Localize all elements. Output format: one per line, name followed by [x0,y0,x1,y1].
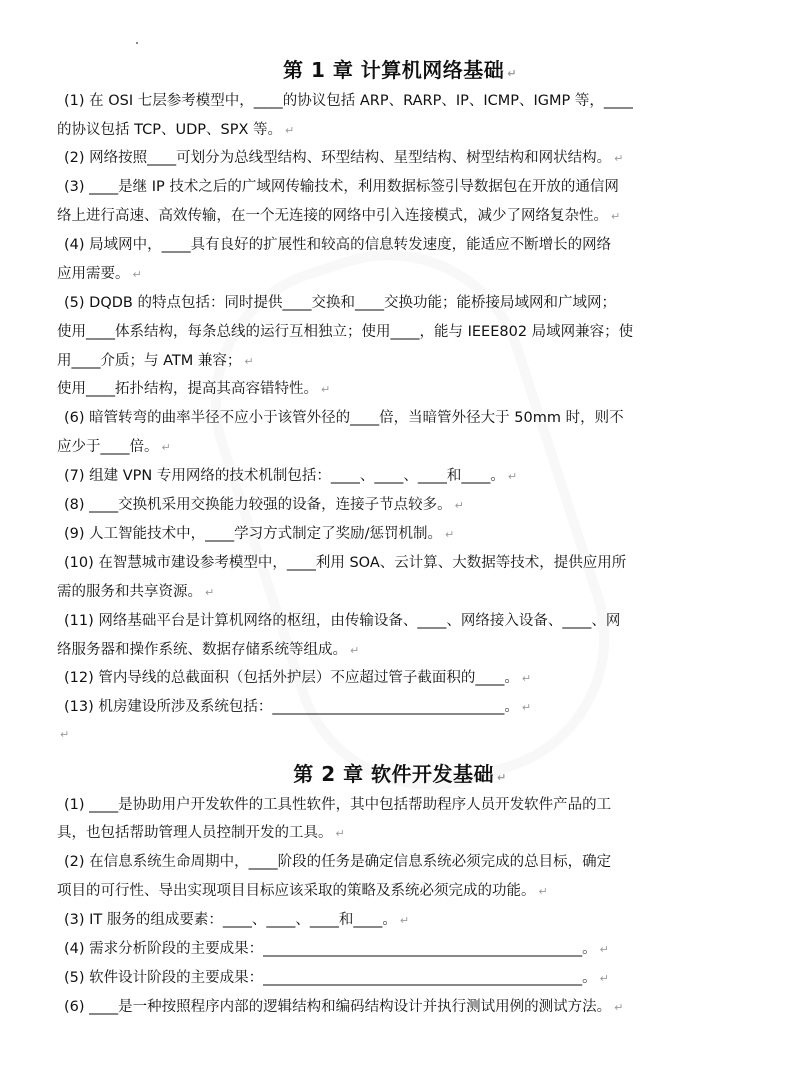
ch1-line-15: (8) ____交换机采用交换能力较强的设备，连接子节点较多。 ↵ [64,497,464,513]
ch1-line-16: (9) 人工智能技术中，____学习方式制定了奖励/惩罚机制。 ↵ [64,526,455,542]
ch1-line-9: 使用____体系结构，每条总线的运行互相独立；使用____，能与 IEEE802 局域网兼容；使 [57,324,634,340]
chapter-2-title: 第 2 章 软件开发基础 ↵ [293,762,507,786]
ch1-line-19: (11) 网络基础平台是计算机网络的枢纽，由传输设备、____、网络接入设备、____、网 [64,613,621,629]
ch1-line-1: (1) 在 OSI 七层参考模型中，____的协议包括 ARP、RARP、IP、ICMP、IGMP 等，____ [64,93,633,109]
ch1-line-17: (10) 在智慧城市建设参考模型中，____利用 SOA、云计算、大数据等技术，提供应用所 [64,555,627,571]
ch1-line-6: (4) 局域网中，____具有良好的扩展性和较高的信息转发速度，能适应不断增长的网络 [64,237,612,253]
ch1-line-3: (2) 网络按照____可划分为总线型结构、环型结构、星型结构、树型结构和网状结构。 ↵ [64,150,624,166]
ch1-line-14: (7) 组建 VPN 专用网络的技术机制包括：____、____、____和____。 ↵ [64,468,518,484]
ch2-line-2: 具，也包括帮助管理人员控制开发的工具。 ↵ [57,825,345,841]
ch1-line-11: 使用____拓扑结构，提高其高容错特性。 ↵ [57,381,331,397]
ch2-line-1: (1) ____是协助用户开发软件的工具性软件，其中包括帮助程序人员开发软件产品的工 [64,797,612,813]
scan-speck [136,42,138,44]
ch1-line-22: (13) 机房建设所涉及系统包括：________________________________。 ↵ [64,699,532,715]
ch1-line-2: 的协议包括 TCP、UDP、SPX 等。 ↵ [57,122,295,138]
ch1-line-21: (12) 管内导线的总截面积（包括外护层）不应超过管子截面积的____。 ↵ [64,670,532,686]
ch2-line-5: (3) IT 服务的组成要素：____、____、____和____。 ↵ [64,912,410,928]
ch1-line-18: 需的服务和共享资源。 ↵ [57,584,215,600]
ch1-line-8: (5) DQDB 的特点包括：同时提供____交换和____交换功能；能桥接局域网和广域网； [64,295,616,311]
ch1-line-4: (3) ____是继 IP 技术之后的广域网传输技术，利用数据标签引导数据包在开放的通信网 [64,179,619,195]
ch2-line-4: 项目的可行性、导出实现项目目标应该采取的策略及系统必须完成的功能。 ↵ [57,883,548,899]
ch1-line-10: 用____介质；与 ATM 兼容； ↵ [57,353,254,369]
chapter-1-title: 第 1 章 计算机网络基础 ↵ [282,58,518,82]
empty-paragraph-mark: ↵ [60,728,70,741]
ch1-line-5: 络上进行高速、高效传输，在一个无连接的网络中引入连接模式，减少了网络复杂性。 ↵ [57,208,621,224]
ch2-line-8: (6) ____是一种按照程序内部的逻辑结构和编码结构设计并执行测试用例的测试方法。 ↵ [64,999,624,1015]
ch1-line-20: 络服务器和操作系统、数据存储系统等组成。 ↵ [57,642,360,658]
ch2-line-7: (5) 软件设计阶段的主要成果：____________________________________________。 ↵ [64,970,609,986]
ch2-line-3: (2) 在信息系统生命周期中，____阶段的任务是确定信息系统必须完成的总目标，确定 [64,854,612,870]
ch1-line-7: 应用需要。 ↵ [57,266,142,282]
ch1-line-13: 应少于____倍。 ↵ [57,439,171,455]
ch2-line-6: (4) 需求分析阶段的主要成果：____________________________________________。 ↵ [64,941,609,957]
ch1-line-12: (6) 暗管转弯的曲率半径不应小于该管外径的____倍，当暗管外径大于 50mm 时，则不 [64,410,624,426]
